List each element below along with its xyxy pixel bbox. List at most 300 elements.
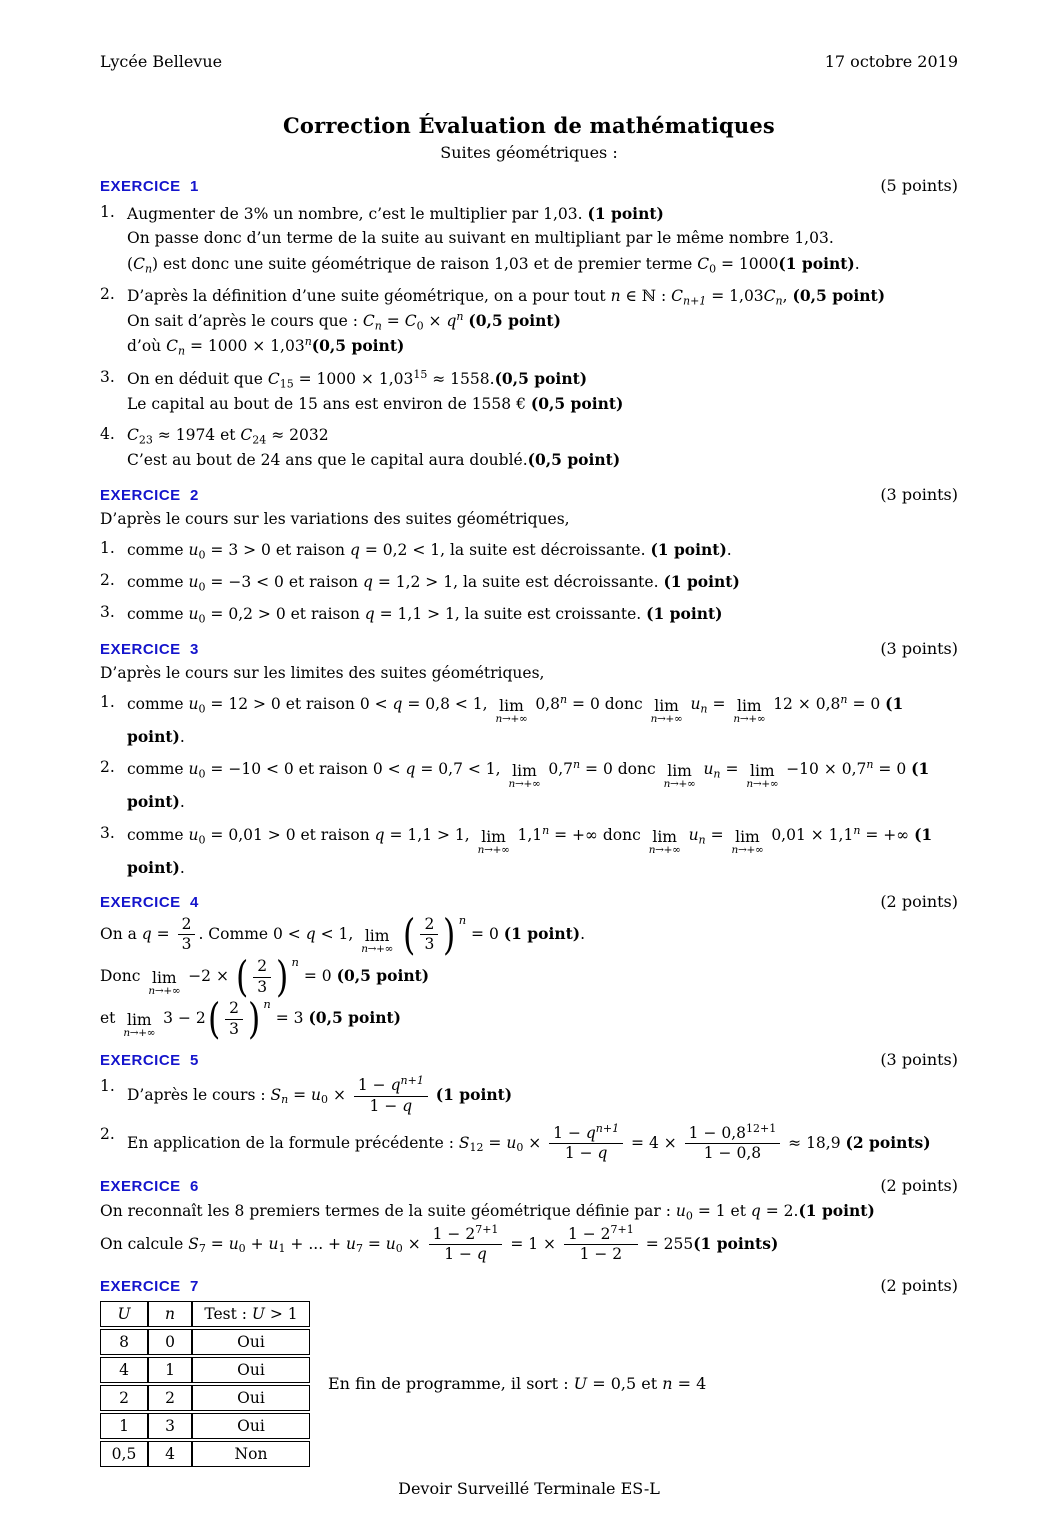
superscript: n [573, 758, 581, 772]
item-number: 3. [100, 823, 115, 842]
math-variable: q [585, 1124, 596, 1142]
item-body [127, 283, 958, 360]
math-variable: q [597, 1144, 608, 1163]
list-item [100, 537, 958, 563]
limit-subscript: n→+∞ [361, 943, 394, 956]
paragraph-line: et lim n→+∞ 3 − 2 ( $\frac{2}{3}$ ) n = 3 (0,5 point) [100, 993, 401, 1043]
text-line: On sait d’après le cours que : $C_n = C_0 \times q^n$ (0,5 point) [127, 309, 561, 333]
paren-fraction [206, 993, 271, 1043]
limit-label: lim [654, 696, 679, 715]
math-variable: C [362, 312, 375, 330]
bold-text: (0,5 point) [311, 336, 405, 356]
limit-operator [746, 763, 778, 790]
subscript: n [144, 261, 153, 275]
math-variable: u [506, 1133, 517, 1152]
bold-text: (1 point) [778, 253, 855, 273]
list-item [100, 423, 958, 474]
limit-subscript: n→+∞ [648, 843, 681, 856]
limit-subscript: n→+∞ [731, 843, 764, 856]
text-line: C’est au bout de 24 ans que le capital aura doublé.(0,5 point) [127, 450, 621, 470]
math-variable: q [362, 573, 373, 591]
document-subtitle: Suites géométriques : [440, 143, 618, 162]
math-variable: n [610, 286, 621, 305]
bold-text: (1 point) [646, 604, 723, 624]
math-variable: u [188, 825, 199, 844]
math-variable: u [690, 694, 701, 713]
math-variable: C [166, 337, 178, 356]
fraction-numerator: $1 - q^{n+1}$ [553, 1121, 620, 1142]
exercise-header [100, 485, 958, 504]
limit-subscript: n→+∞ [477, 843, 510, 856]
table-row [100, 1329, 310, 1355]
math-variable: u [188, 605, 199, 624]
table-cell: Oui [192, 1385, 310, 1411]
subscript: 0 [198, 702, 206, 716]
limit-label: lim [652, 827, 677, 846]
superscript: 15 [413, 367, 428, 381]
list-item [100, 822, 958, 881]
text-line: D’après la définition d’une suite géométrique, on a pour tout n ∈ ℕ : $C_{n+1} = 1,03C_n$, (0,5 point) [127, 285, 886, 308]
math-variable: U [573, 1374, 588, 1394]
limit-label: lim [737, 696, 762, 715]
exercise-header [100, 1050, 958, 1069]
limit-subscript: n→+∞ [123, 1027, 156, 1040]
paragraph-line: On a q = $\frac{2}{3}$ . Comme 0 < q < 1, lim n→+∞ ( $\frac{2}{3}$ ) n = 0 (1 point). [100, 909, 586, 959]
text-line: Le capital au bout de 15 ans est environ de 1558 € (0,5 point) [127, 393, 624, 413]
math-fraction [685, 1121, 781, 1164]
table-row [100, 1441, 310, 1467]
math-variable: q [305, 924, 316, 943]
table-body [100, 1329, 310, 1467]
table-cell: Oui [192, 1329, 310, 1355]
table-cell: Non [192, 1441, 310, 1467]
subscript: 0 [685, 1209, 693, 1223]
bold-text: (1 point) [127, 693, 904, 746]
subscript: 15 [279, 376, 294, 390]
fraction-denominator: 1 − 2 [564, 1244, 638, 1264]
fraction-exponent: n [291, 955, 299, 970]
math-variable: C [267, 369, 280, 388]
list-item [100, 201, 958, 277]
math-variable: u [385, 1234, 396, 1253]
list-item [100, 1075, 958, 1117]
bold-text: (1 point) [435, 1085, 513, 1105]
superscript: n [840, 692, 848, 706]
superscript: 12+1 [746, 1121, 777, 1135]
math-variable: q [364, 605, 375, 624]
limit-label: lim [750, 762, 775, 781]
subscript: 0 [198, 548, 206, 562]
open-paren: ( [235, 951, 249, 1001]
math-variable: u [268, 1234, 279, 1253]
superscript: n [304, 335, 312, 349]
table-row [100, 1385, 310, 1411]
item-number: 1. [100, 203, 115, 221]
limit-label: lim [667, 762, 692, 781]
limit-operator [361, 928, 393, 955]
table-header-cell [148, 1301, 192, 1327]
item-body [127, 366, 958, 418]
item-body [127, 569, 958, 595]
fraction-numerator: 2 [229, 999, 240, 1018]
subscript: 1 [278, 1242, 286, 1256]
subscript: 0 [516, 1141, 524, 1155]
exercise-section [100, 892, 958, 1043]
subscript: 0 [395, 1242, 403, 1256]
exercise-points: (2 points) [880, 1175, 958, 1195]
document-date: 17 octobre 2019 [824, 52, 958, 71]
exercise-points: (2 points) [880, 892, 958, 912]
superscript: n+1 [595, 1121, 620, 1135]
text-line: comme $u_0 = 0,2 > 0$ et raison q = 1,1 > 1, la suite est croissante. (1 point) [127, 604, 723, 626]
exercises-container [100, 176, 958, 1469]
math-variable: C [763, 286, 776, 305]
exercise-section [100, 176, 958, 474]
item-number: 3. [100, 603, 115, 622]
superscript: n [456, 309, 464, 323]
math-variable: q [141, 924, 152, 943]
limit-label: lim [735, 827, 760, 846]
fraction-denominator: 3 [225, 1019, 243, 1039]
math-variable: q [349, 540, 360, 559]
bold-text: (0,5 point) [530, 393, 624, 413]
math-variable: u [228, 1234, 239, 1253]
item-body [127, 601, 958, 627]
text-line: $C_{23} \approx 1974$ et $C_{24} \approx 2032$ [127, 426, 329, 447]
limit-subscript: n→+∞ [650, 712, 683, 725]
subscript: n [713, 767, 721, 781]
superscript: 7+1 [475, 1222, 499, 1236]
math-variable: q [390, 1076, 401, 1095]
limit-label: lim [152, 968, 177, 987]
bold-text: (1 points) [693, 1233, 779, 1253]
limit-operator [733, 698, 765, 725]
bold-text: (1 point) [127, 824, 933, 877]
limit-label: lim [364, 926, 390, 945]
math-variable: n [165, 1304, 175, 1323]
limit-label: lim [499, 696, 524, 715]
subscript: 0 [416, 319, 424, 333]
bold-text: (0,5 point) [336, 966, 430, 985]
list-item [100, 283, 958, 360]
fraction-denominator: 1 − q [354, 1096, 428, 1116]
fraction-exponent: n [263, 997, 271, 1012]
limit-operator [123, 1012, 155, 1039]
exercise-points: (3 points) [880, 1050, 958, 1070]
subscript: 7 [355, 1242, 363, 1256]
text-line: Augmenter de 3% un nombre, c’est le multiplier par 1,03. (1 point) [127, 204, 664, 223]
limit-operator [148, 970, 180, 997]
text-line: comme $u_0 = 12 > 0$ et raison 0 < q = 0,8 < 1, lim n→+∞ $0,8^n = 0$ donc lim n→+∞ $u_n$ = lim n→+∞ $12 \times 0,8^n = 0$ (1 point). [127, 692, 904, 746]
limit-subscript: n→+∞ [746, 778, 779, 791]
exercise-points: (3 points) [880, 638, 958, 658]
math-variable: n [662, 1374, 673, 1394]
table-cell: 1 [100, 1413, 148, 1439]
math-variable: u [345, 1234, 356, 1253]
limit-operator [651, 698, 683, 725]
bold-text: (1 point) [650, 539, 727, 559]
exercise-heading: EXERCICE 6 [100, 1177, 199, 1195]
math-fraction [564, 1222, 638, 1265]
math-fraction [178, 915, 196, 955]
table-cell: 4 [100, 1357, 148, 1383]
exercise-heading: EXERCICE 2 [100, 486, 199, 504]
exercise-heading: EXERCICE 7 [100, 1277, 199, 1295]
table-head [100, 1301, 310, 1327]
subscript: n [700, 702, 708, 716]
math-variable: q [402, 1096, 413, 1115]
superscript: n [853, 823, 861, 837]
math-variable: C [671, 286, 683, 305]
math-variable: U [117, 1304, 131, 1323]
list-item [100, 366, 958, 418]
table-cell: 0 [148, 1329, 192, 1355]
math-fraction [225, 999, 243, 1039]
math-variable: u [188, 540, 199, 559]
item-body [127, 822, 958, 881]
close-paren: ) [276, 951, 289, 1001]
math-variable: u [311, 1086, 322, 1105]
item-number: 1. [100, 538, 115, 557]
limit-subscript: n→+∞ [495, 712, 528, 725]
fraction-denominator: 3 [420, 934, 438, 954]
exercise-section [100, 1050, 958, 1165]
text-line: $(C_n)$ est donc une suite géométrique de raison 1,03 et de premier terme $C_0 = 1000(1$ point). [127, 253, 860, 275]
list-item [100, 1123, 958, 1165]
exercise-heading: EXERCICE 4 [100, 894, 199, 912]
exercise-header [100, 892, 958, 911]
table-cell: 8 [100, 1329, 148, 1355]
subscript: n [775, 294, 783, 308]
fraction-denominator: 3 [178, 934, 196, 954]
table-and-text [100, 1299, 958, 1469]
close-paren: ) [248, 993, 261, 1043]
item-number: 1. [100, 692, 115, 711]
table-cell: 3 [148, 1413, 192, 1439]
math-variable: q [374, 825, 385, 844]
subscript: 12 [469, 1141, 484, 1155]
exercise-heading: EXERCICE 5 [100, 1052, 199, 1070]
item-number: 2. [100, 758, 115, 777]
paren-fraction [401, 909, 467, 959]
limit-subscript: n→+∞ [663, 778, 696, 791]
text-line: En application de la formule précédente : $S_{12} = u_0$ × $\frac{1 - q^{n+1}}{1 - q}$ = 4 × $\frac{1 - 0,8^{12+1}}{1 - 0,8}$ ≈ 18,9 (2 points) [127, 1121, 931, 1163]
item-number: 4. [100, 425, 115, 443]
subscript: 0 [321, 1093, 329, 1107]
math-variable: S [188, 1234, 199, 1253]
paren-fraction [234, 951, 299, 1001]
open-paren: ( [403, 909, 416, 959]
subscript: n [281, 1093, 289, 1107]
exercise-points: (2 points) [880, 1275, 958, 1295]
exercise-header [100, 639, 958, 658]
fraction-numerator: $1 - 2^{7+1}$ [432, 1222, 499, 1243]
math-variable: q [476, 1245, 487, 1264]
fraction-numerator: $1 - 0,8^{12+1}$ [688, 1121, 777, 1142]
document-footer: Devoir Surveillé Terminale ES-L [398, 1478, 660, 1498]
fraction-numerator: 2 [181, 915, 192, 934]
text-line: comme $u_0 = 0,01 > 0$ et raison q = 1,1 > 1, lim n→+∞ $1,1^n$ = +∞ donc lim n→+∞ $u_n$ = lim n→+∞ $0,01 \times 1,1^n$ = +∞ (1 point). [127, 823, 933, 877]
text-line: comme $u_0 = -10 < 0$ et raison 0 < q = 0,7 < 1, lim n→+∞ $0,7^n = 0$ donc lim n→+∞ $u_n$ = lim n→+∞ $-10 \times 0,7^n = 0$ (1 point). [127, 758, 930, 812]
text-line: On passe donc d’un terme de la suite au suivant en multipliant par le même nombre 1,03. [127, 229, 834, 248]
item-body [127, 537, 958, 563]
item-number: 3. [100, 367, 115, 386]
item-body [127, 1123, 958, 1165]
table-row [100, 1357, 310, 1383]
paragraph-line: On reconnaît les 8 premiers termes de la suite géométrique définie par : $u_0 = 1$ et q = 2.(1 point) [100, 1200, 875, 1223]
subscript: 0 [198, 580, 206, 594]
subscript: 24 [252, 433, 267, 447]
item-number: 2. [100, 571, 115, 589]
math-variable: u [675, 1201, 686, 1220]
item-body [127, 691, 958, 750]
math-fraction [420, 915, 438, 955]
bold-text: (0,5 point) [792, 285, 886, 305]
fraction-numerator: $1 - 2^{7+1}$ [567, 1222, 634, 1243]
list-item [100, 756, 958, 815]
math-variable: q [405, 760, 416, 779]
subscript: n [177, 344, 186, 358]
school-name: Lycée Bellevue [100, 52, 223, 71]
limit-operator [478, 829, 510, 856]
exercise-header [100, 1176, 958, 1195]
subscript: 0 [238, 1242, 246, 1256]
paragraph-line: D’après le cours sur les variations des suites géométriques, [100, 509, 570, 528]
bold-text: (2 points) [845, 1132, 931, 1152]
list-item [100, 601, 958, 627]
paragraph-line: Donc lim n→+∞ −2 × ( $\frac{2}{3}$ ) n = 0 (0,5 point) [100, 951, 430, 1001]
subscript: n+1 [683, 294, 707, 308]
table-cell: 2 [100, 1385, 148, 1411]
fraction-denominator: 3 [253, 977, 271, 997]
fraction-numerator: 2 [424, 915, 435, 934]
exercise-section [100, 1276, 958, 1469]
open-paren: ( [207, 993, 221, 1043]
math-variable: C [240, 426, 253, 444]
subscript: 0 [198, 612, 206, 626]
exercise-heading: EXERCICE 3 [100, 640, 199, 658]
paragraph-line: D’après le cours sur les limites des suites géométriques, [100, 663, 545, 682]
table-header-cell [100, 1301, 148, 1327]
table-cell: 0,5 [100, 1441, 148, 1467]
math-variable: C [133, 254, 145, 273]
program-output-text: En fin de programme, il sort : U = 0,5 et n = 4 [328, 1374, 707, 1394]
fraction-numerator: $1 - q^{n+1}$ [357, 1074, 424, 1095]
math-variable: q [750, 1201, 761, 1220]
table-cell: 2 [148, 1385, 192, 1411]
bold-text: (0,5 point) [494, 368, 588, 388]
fraction-exponent: n [458, 913, 467, 928]
limit-operator [496, 698, 528, 725]
bold-text: (0,5 point) [468, 311, 561, 330]
text-line: On en déduit que $C_{15} = 1000 \times 1,03^{15} \approx 1558.(0,5$ point) [127, 367, 588, 390]
limit-label: lim [481, 827, 506, 846]
math-fraction [549, 1121, 623, 1164]
fraction-denominator: 1 − q [549, 1143, 623, 1163]
program-trace-table [100, 1299, 310, 1469]
math-variable: u [703, 760, 714, 779]
math-variable: q [392, 694, 403, 713]
text-line: d’où $C_n = 1000 \times 1,03^n(0,5$ point) [127, 335, 405, 358]
subscript: 7 [198, 1242, 206, 1256]
math-fraction [429, 1222, 503, 1265]
fraction-denominator: 1 − 0,8 [685, 1143, 781, 1163]
math-variable: S [270, 1086, 282, 1105]
limit-label: lim [126, 1010, 152, 1029]
fraction-numerator: 2 [257, 957, 268, 976]
close-paren: ) [443, 909, 456, 959]
math-variable: C [697, 254, 710, 273]
table-header-cell: Test : U > 1 [192, 1301, 310, 1327]
exercise-points: (5 points) [880, 176, 958, 195]
exercise-section [100, 485, 958, 628]
list-item [100, 691, 958, 750]
math-variable: q [446, 312, 457, 330]
text-line: D’après le cours : $S_n = u_0$ × $\frac{1 - q^{n+1}}{1 - q}$ (1 point) [127, 1074, 513, 1115]
math-variable: S [458, 1133, 470, 1152]
subscript: 23 [138, 433, 153, 447]
math-variable: U [251, 1304, 265, 1323]
bold-text: (1 point) [127, 759, 930, 812]
exercise-section [100, 639, 958, 882]
text-line: comme $u_0 = 3 > 0$ et raison q = 0,2 < 1, la suite est décroissante. (1 point). [127, 539, 732, 562]
subscript: 0 [198, 767, 206, 781]
limit-operator [664, 763, 696, 790]
item-number: 1. [100, 1077, 115, 1096]
superscript: n+1 [400, 1074, 424, 1088]
limit-subscript: n→+∞ [733, 712, 766, 725]
superscript: 7+1 [610, 1222, 634, 1236]
document-header [100, 52, 958, 71]
bold-text: (1 point) [587, 204, 664, 223]
bold-text: (1 point) [663, 572, 740, 591]
math-variable: u [188, 573, 199, 591]
document-title: Correction Évaluation de mathématiques [283, 113, 775, 138]
subscript: n [698, 832, 706, 846]
math-variable: u [188, 760, 199, 779]
limit-label: lim [512, 762, 537, 781]
exercise-section [100, 1176, 958, 1265]
item-number: 2. [100, 1125, 115, 1143]
math-variable: u [688, 825, 699, 844]
text-line: comme $u_0 = -3 < 0$ et raison q = 1,2 > 1, la suite est décroissante. (1 point) [127, 572, 740, 594]
exercise-heading: EXERCICE 1 [100, 178, 199, 195]
math-variable: C [404, 312, 417, 330]
exercise-points: (3 points) [880, 484, 958, 504]
table-cell: Oui [192, 1357, 310, 1383]
paragraph-line: On calcule $S_7 = u_0 + u_1$ + ... + $u_7 = u_0$ × $\frac{1 - 2^{7+1}}{1 - q}$ = 1 × $\frac{1 - 2^{7+1}}{1 - 2}$ = 255(1 points) [100, 1222, 779, 1264]
limit-subscript: n→+∞ [508, 778, 541, 791]
limit-operator [649, 829, 681, 856]
superscript: n [866, 758, 874, 772]
bold-text: (1 point) [503, 923, 581, 943]
item-body [127, 756, 958, 815]
superscript: n [560, 692, 568, 706]
list-item [100, 569, 958, 595]
fraction-denominator: 1 − q [429, 1244, 503, 1264]
math-variable: C [127, 426, 139, 444]
table-cell: 1 [148, 1357, 192, 1383]
bold-text: (1 point) [798, 1200, 875, 1220]
math-fraction [253, 957, 271, 997]
item-number: 2. [100, 284, 115, 303]
math-variable: u [188, 694, 199, 713]
table-cell: 4 [148, 1441, 192, 1467]
bold-text: (0,5 point) [527, 450, 621, 470]
subscript: 0 [709, 261, 717, 275]
limit-operator [509, 763, 541, 790]
item-body [127, 201, 958, 277]
